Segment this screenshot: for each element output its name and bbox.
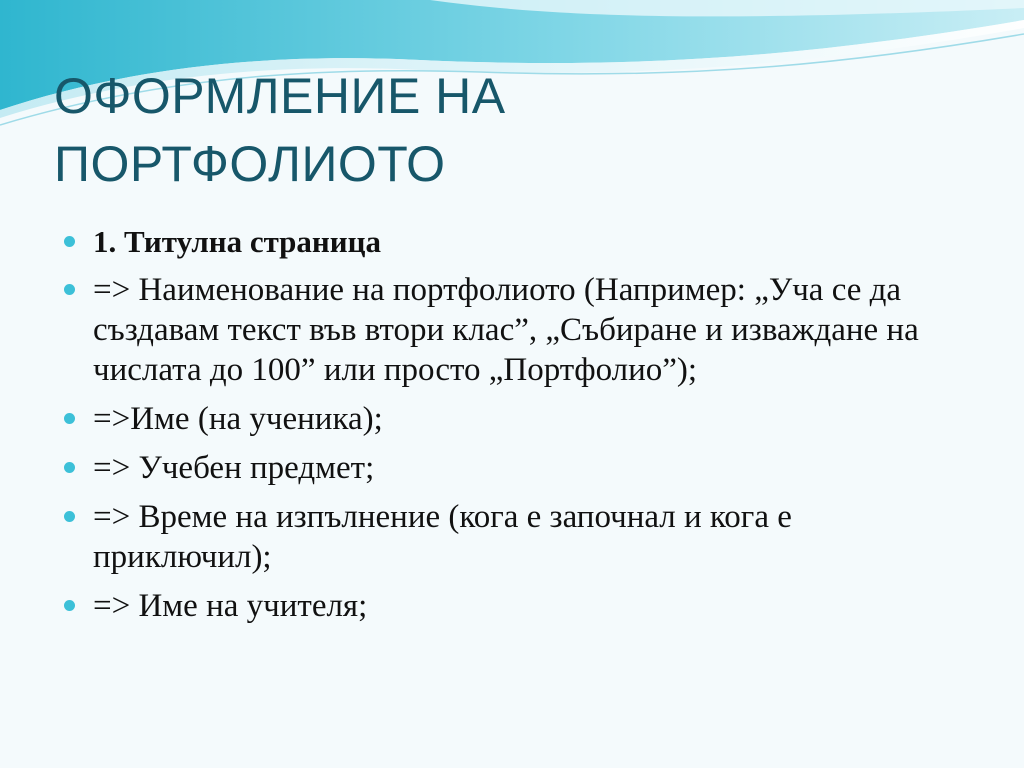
bullet-item	[60, 270, 960, 390]
bullet-list	[60, 222, 960, 635]
bullet-text: => Време на изпълнение (кога е започнал и кога е приключил);	[93, 499, 792, 575]
bullet-dot-icon	[64, 236, 75, 247]
bullet-text: => Наименование на портфолиото (Например: „Уча се да създавам текст във втори клас”, „Събиране и изваждане на числата до 100” или просто „Портфолио”);	[93, 272, 919, 388]
slide-title	[54, 62, 954, 198]
bullet-dot-icon	[64, 511, 75, 522]
bullet-dot-icon	[64, 413, 75, 424]
bullet-dot-icon	[64, 600, 75, 611]
bullet-text: 1. Титулна страница	[93, 224, 382, 259]
bullet-item	[60, 399, 960, 439]
title-line-1: ОФОРМЛЕНИЕ НА	[54, 68, 506, 124]
bullet-item	[60, 222, 960, 262]
bullet-item	[60, 586, 960, 626]
title-line-2: ПОРТФОЛИОТО	[54, 136, 446, 192]
bullet-item	[60, 497, 960, 577]
bullet-item	[60, 448, 960, 488]
bullet-text: => Име на учителя;	[93, 588, 368, 624]
bullet-dot-icon	[64, 462, 75, 473]
bullet-text: =>Име (на ученика);	[93, 401, 383, 437]
bullet-dot-icon	[64, 284, 75, 295]
bullet-text: => Учебен предмет;	[93, 450, 375, 486]
